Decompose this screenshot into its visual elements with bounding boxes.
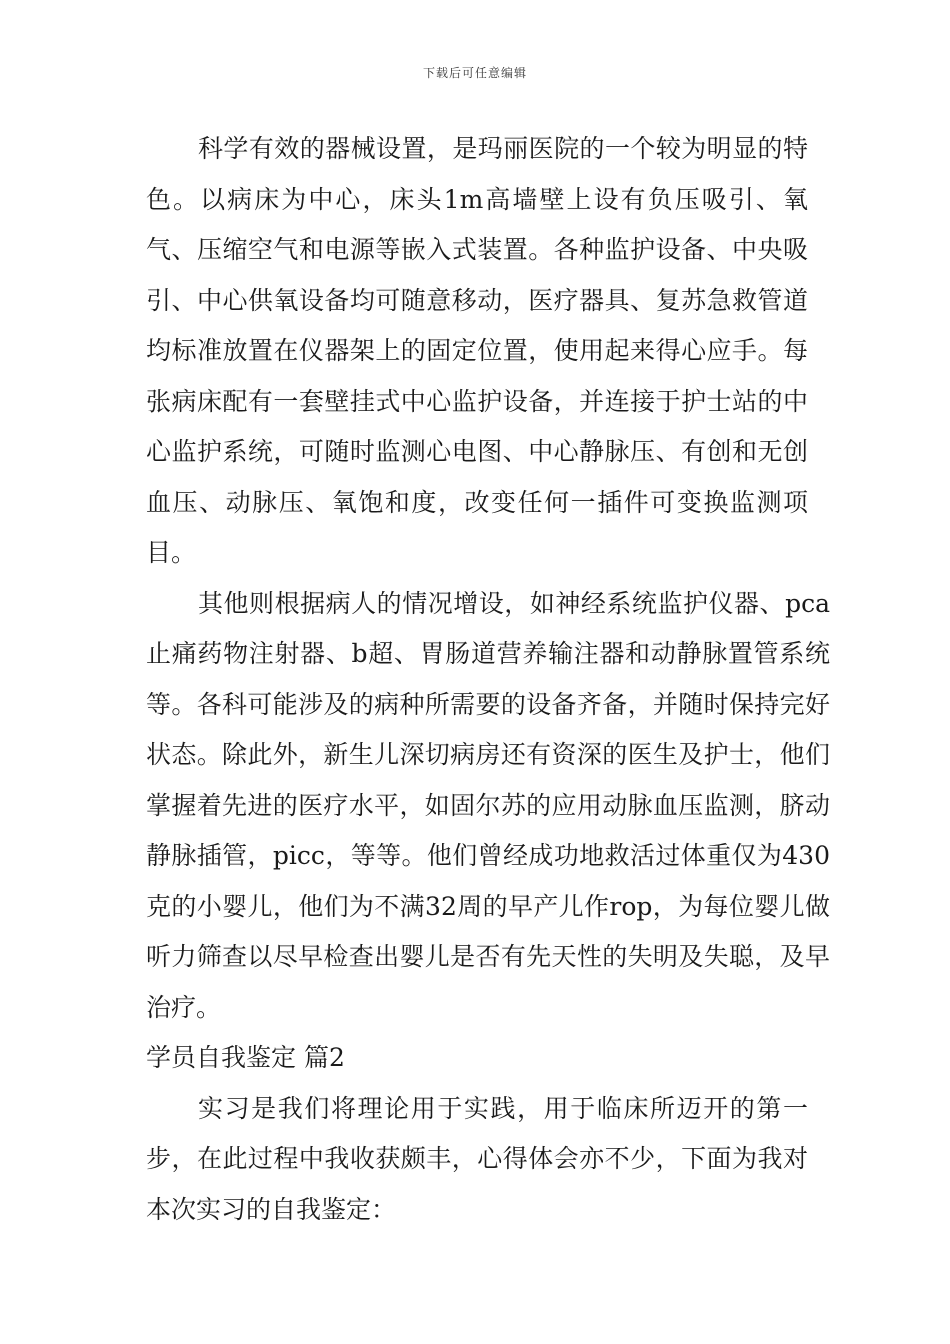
section-heading: 学员自我鉴定 篇2 (146, 1043, 345, 1072)
header-note: 下载后可任意编辑 (422, 66, 527, 80)
paragraph-internship-intro: 实习是我们将理论用于实践，用于临床所迈开的第一步，在此过程中我收获颇丰，心得体会亦不少，下面为我对本次实习的自我鉴定： (146, 1093, 808, 1224)
paragraph-additional-equipment: 其他则根据病人的情况增设，如神经系统监护仪器、pca止痛药物注射器、b超、胃肠道营养输注器和动静脉置管系统等。各科可能涉及的病种所需要的设备齐备，并随时保持完好状态。除此外，新生儿深切病房还有资深的医生及护士，他们掌握着先进的医疗水平，如固尔苏的应用动脉血压监测，脐动静脉插管，picc，等等。他们曾经成功地救活过体重仅为430克的小婴儿，他们为不满32周的早产儿作rop，为每位婴儿做听力筛查以尽早检查出婴儿是否有先天性的失明及失聪，及早治疗。 (146, 588, 830, 1022)
document-body (146, 124, 830, 1235)
paragraph-equipment-setup: 科学有效的器械设置，是玛丽医院的一个较为明显的特色。以病床为中心，床头1m高墙壁上设有负压吸引、氧气、压缩空气和电源等嵌入式装置。各种监护设备、中央吸引、中心供氧设备均可随意移动，医疗器具、复苏急救管道均标准放置在仪器架上的固定位置，使用起来得心应手。每张病床配有一套壁挂式中心监护设备，并连接于护士站的中心监护系统，可随时监测心电图、中心静脉压、有创和无创血压、动脉压、氧饱和度，改变任何一插件可变换监测项目。 (146, 134, 808, 567)
